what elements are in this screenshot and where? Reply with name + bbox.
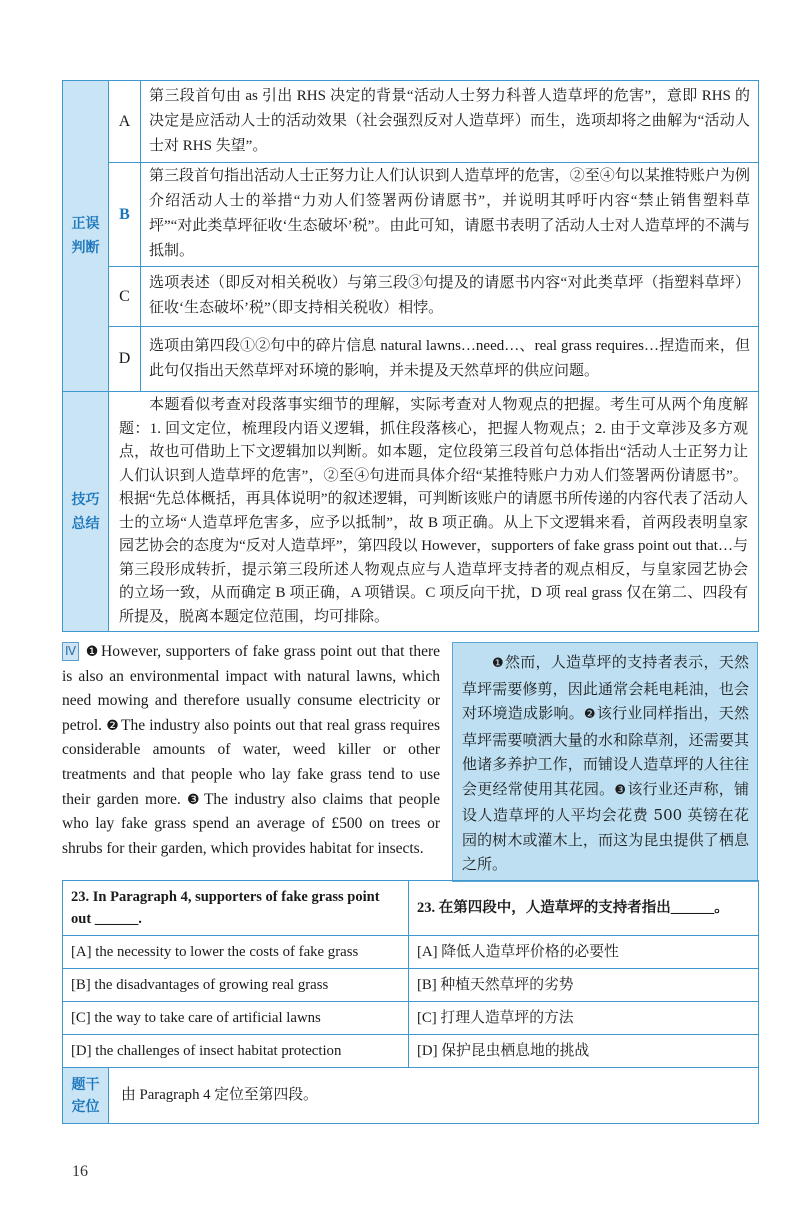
sentence-number: ❷ bbox=[106, 717, 120, 734]
translation-text: 该行业同样指出，天然草坪需要喷洒大量的水和除草剂，还需要其他诸多养护工作，而铺设人造草坪的人往往会更经常使用其花园。 bbox=[462, 704, 749, 798]
locate-label-line: 题干 bbox=[71, 1076, 100, 1093]
question-stem-row bbox=[63, 881, 759, 936]
tips-label-line: 总结 bbox=[71, 515, 100, 532]
sentence-text: The industry also claims that people who lay fake grass spend an average of £500 on trees or shrubs for their garden, which provides habitat for insects. bbox=[62, 790, 440, 857]
locate-label bbox=[63, 1068, 109, 1124]
option-analysis-a: 第三段首句由 as 引出 RHS 决定的背景“活动人士努力科普人造草坪的危害”，意即 RHS 的决定是应活动人士的活动效果（社会强烈反对人造草坪）而生，选项却将之曲解为“活动人士对 RHS 失望”。 bbox=[141, 81, 759, 163]
option-letter-b: B bbox=[109, 163, 141, 267]
sentence-text: The industry also points out that real grass requires considerable amounts of water, weed killer or other treatments and that people who lay fake grass tend to use their garden more. bbox=[62, 716, 440, 808]
passage-translation-box bbox=[452, 642, 758, 882]
question-locate-row bbox=[63, 1068, 759, 1124]
question-option-row bbox=[63, 936, 759, 969]
judgment-label-line: 正误 bbox=[71, 216, 100, 232]
sentence-number: ❸ bbox=[187, 791, 202, 808]
page-number: 16 bbox=[72, 1163, 88, 1180]
option-row-b bbox=[63, 163, 759, 267]
question-stem-en: 23. In Paragraph 4, supporters of fake grass point out ______. bbox=[63, 881, 409, 936]
sentence-number: ❶ bbox=[85, 644, 100, 660]
sentence-number: ❸ bbox=[614, 782, 627, 798]
translation-text: 然而，人造草坪的支持者表示，天然草坪需要修剪，因此通常会耗电耗油，也会对环境造成影响。 bbox=[462, 653, 749, 722]
question-option-zh: [B] 种植天然草坪的劣势 bbox=[409, 969, 759, 1002]
tips-text: 本题看似考查对段落事实细节的理解，实际考查对人物观点的把握。考生可从两个角度解题：1. 回文定位，梳理段内语义逻辑，抓住段落核心，把握人物观点；2. 由于文章涉及多方观点，故也可借助上下文逻辑加以判断。如本题，定位段第三段首句总体指出“活动人士正努力让人们认识到人造草坪的危害”，②至④句进而具体介绍“某推特账户力劝人们签署两份请愿书”。根据“先总体概括，再具体说明”的叙述逻辑，可判断该账户的请愿书所传递的内容代表了活动人士的立场“人造草坪危害多，应予以抵制”，故 B 项正确。从上下文逻辑来看，首两段表明皇家园艺协会的态度为“反对人造草坪”，第四段以 However，supporters of fake grass point out that…与第三段形成转折，提示第三段所述人物观点应与人造草坪支持者的观点相反，与皇家园艺协会的立场一致，从而确定 B 项正确，A 项错误。C 项反向干扰，D 项 real grass 仅在第二、四段有所提及，脱离本题定位范围，均可排除。 bbox=[109, 392, 759, 632]
option-analysis-b: 第三段首句指出活动人士正努力让人们认识到人造草坪的危害，②至④句以某推特账户为例介绍活动人士的举措“力劝人们签署两份请愿书”，并说明其呼吁内容“禁止销售塑料草坪”“对此类草坪征收‘生态破坏’税”。由此可知，请愿书表明了活动人士对人造草坪的不满与抵制。 bbox=[141, 163, 759, 267]
judgment-label bbox=[63, 81, 109, 392]
option-row-c bbox=[63, 267, 759, 327]
translation-text: 该行业还声称，铺设人造草坪的人平均会花费 500 英镑在花园的树木或灌木上，而这为昆虫提供了栖息之所。 bbox=[462, 779, 749, 873]
question-stem-zh: 23. 在第四段中，人造草坪的支持者指出______。 bbox=[409, 881, 759, 936]
locate-text: 由 Paragraph 4 定位至第四段。 bbox=[109, 1068, 759, 1124]
analysis-table bbox=[62, 80, 759, 632]
option-analysis-c: 选项表述（即反对相关税收）与第三段③句提及的请愿书内容“对此类草坪（指塑料草坪）征收‘生态破坏’税”（即支持相关税收）相悖。 bbox=[141, 267, 759, 327]
tips-row bbox=[63, 392, 759, 632]
question-table bbox=[62, 880, 759, 1124]
option-letter-d: D bbox=[109, 327, 141, 392]
option-letter-c: C bbox=[109, 267, 141, 327]
question-option-row bbox=[63, 1035, 759, 1068]
option-row-a bbox=[63, 81, 759, 163]
question-option-zh: [D] 保护昆虫栖息地的挑战 bbox=[409, 1035, 759, 1068]
sentence-number: ❶ bbox=[492, 656, 504, 671]
paragraph-number: Ⅳ bbox=[62, 642, 79, 661]
question-option-en: [C] the way to take care of artificial lawns bbox=[63, 1002, 409, 1035]
sentence-text: However, supporters of fake grass point out that there is also an environmental impact with natural lawns, which need mowing and therefore usually consume electricity or petrol. bbox=[62, 643, 440, 734]
question-option-zh: [A] 降低人造草坪价格的必要性 bbox=[409, 936, 759, 969]
question-option-en: [A] the necessity to lower the costs of fake grass bbox=[63, 936, 409, 969]
question-option-en: [B] the disadvantages of growing real grass bbox=[63, 969, 409, 1002]
question-option-row bbox=[63, 969, 759, 1002]
passage-english bbox=[62, 640, 440, 861]
judgment-label-line: 判断 bbox=[71, 240, 100, 256]
tips-label-line: 技巧 bbox=[71, 491, 100, 508]
locate-label-line: 定位 bbox=[71, 1098, 100, 1115]
option-analysis-d: 选项由第四段①②句中的碎片信息 natural lawns…need…、real grass requires…捏造而来，但此句仅指出天然草坪对环境的影响，并未提及天然草坪的供应问题。 bbox=[141, 327, 759, 392]
question-option-zh: [C] 打理人造草坪的方法 bbox=[409, 1002, 759, 1035]
option-row-d bbox=[63, 327, 759, 392]
question-option-en: [D] the challenges of insect habitat protection bbox=[63, 1035, 409, 1068]
question-option-row bbox=[63, 1002, 759, 1035]
option-letter-a: A bbox=[109, 81, 141, 163]
sentence-number: ❷ bbox=[583, 707, 596, 722]
tips-label bbox=[63, 392, 109, 632]
